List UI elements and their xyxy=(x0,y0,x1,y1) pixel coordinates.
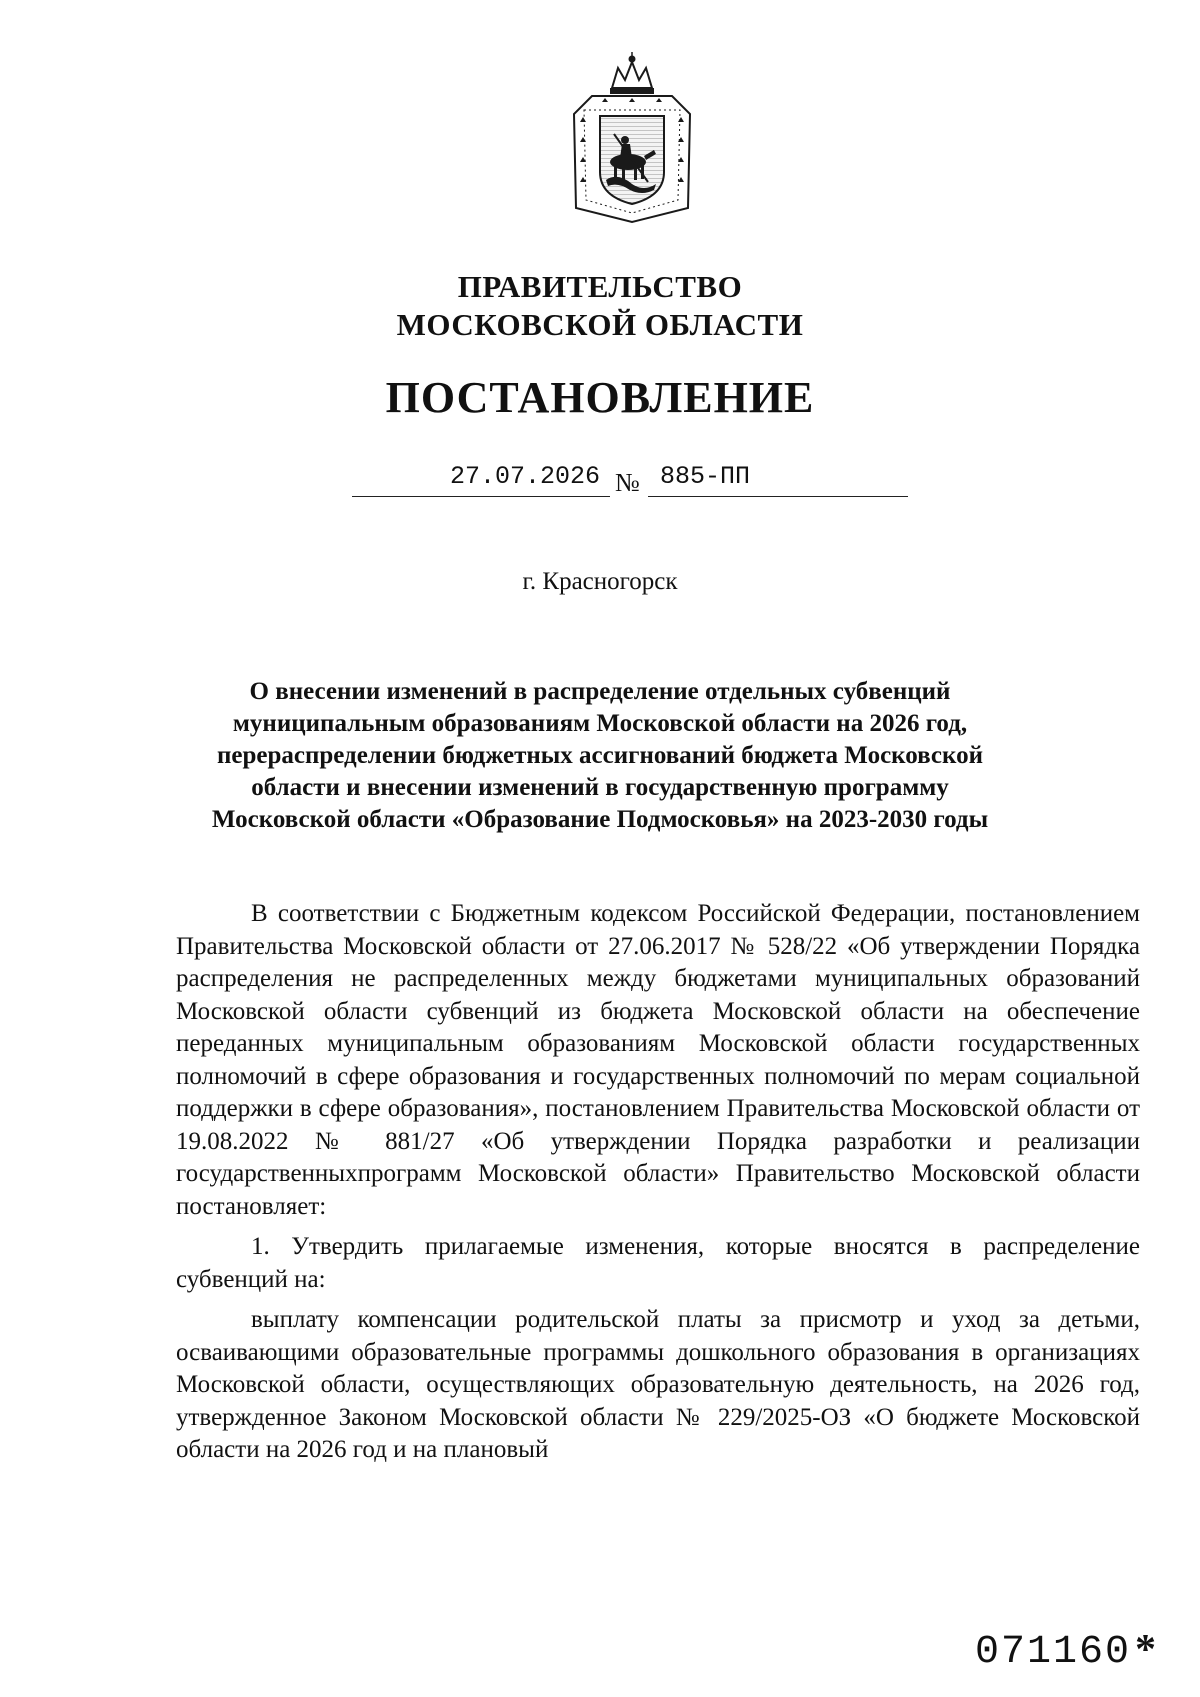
number-sign: № xyxy=(615,468,640,497)
coat-of-arms-icon xyxy=(562,50,702,225)
body-paragraph-preamble: В соответствии с Бюджетным кодексом Российской Федерации, постановлением Правительства Московской области от 27.06.2017 № 528/22 «Об утверждении Порядка распределения не распределенных между бюджетами муниципальных образований Московской области субвенций из бюджета Московской области на обеспечение переданных муниципальным образованиям Московской области государственных полномочий в сфере образования и государственных полномочий по мерам социальной поддержки в сфере образования», постановлением Правительства Московской области от 19.08.2022 № 881/27 «Об утверждении Порядка разработки и реализации государственныхпрограмм Московской области» Правительство Московской области постановляет: xyxy=(176,900,1140,1220)
document-subject xyxy=(200,676,1000,836)
document-type: ПОСТАНОВЛЕНИЕ xyxy=(385,373,815,422)
authority-line-1: ПРАВИТЕЛЬСТВО xyxy=(457,269,743,304)
document-date: 27.07.2026 xyxy=(449,462,600,491)
date-number-row xyxy=(0,462,1200,502)
subject-line: перераспределении бюджетных ассигнований бюджета Московской xyxy=(216,742,983,769)
body-paragraph-item-1: 1. Утвердить прилагаемые изменения, которые вносятся в распределение субвенций на: xyxy=(176,1233,1140,1293)
body-paragraph-subitem: выплату компенсации родительской платы за присмотр и уход за детьми, осваивающими образовательные программы дошкольного образования в организациях Московской области, осуществляющих образовательную деятельность, на 2026 год, утвержденное Законом Московской области № 229/2025-ОЗ «О бюджете Московской области на 2026 год и на плановый xyxy=(176,1306,1140,1463)
date-underline xyxy=(352,496,610,497)
authority-line-2: МОСКОВСКОЙ ОБЛАСТИ xyxy=(396,307,804,342)
document-body xyxy=(176,898,1140,1467)
document-code-mark: * xyxy=(1135,1627,1156,1673)
issue-city: г. Красногорск xyxy=(522,568,678,595)
subject-line: О внесении изменений в распределение отдельных субвенций xyxy=(249,678,951,705)
subject-line: Московской области «Образование Подмосковья» на 2023-2030 годы xyxy=(211,806,989,833)
issuing-authority xyxy=(0,268,1200,344)
subject-line: муниципальным образованиям Московской области на 2026 год, xyxy=(232,710,968,737)
document-code: 071160 xyxy=(975,1630,1132,1675)
document-number: 885-ПП xyxy=(660,462,751,491)
number-underline xyxy=(648,496,908,497)
subject-line: области и внесении изменений в государственную программу xyxy=(251,774,949,801)
